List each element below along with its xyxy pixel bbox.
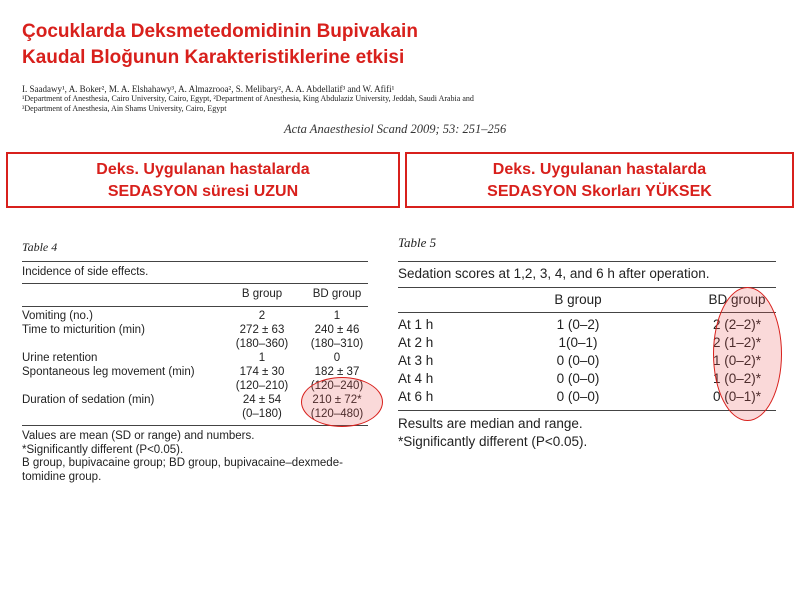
b-group-score: 1(0–1) [558, 335, 598, 350]
column-header-bd-group: BD group [708, 292, 766, 307]
table-5-footnotes [398, 415, 776, 451]
bd-group-range: (180–310) [310, 338, 364, 350]
footnote: Results are median and range. [398, 416, 583, 431]
table-row [398, 352, 776, 370]
b-group-value: 1 [258, 352, 266, 364]
callout-left-line-2: SEDASYON süresi UZUN [107, 183, 299, 200]
column-header-b-group: B group [554, 292, 602, 307]
b-group-range: (0–180) [242, 408, 282, 420]
table-row [398, 334, 776, 352]
bd-group-range: (120–480) [310, 408, 364, 420]
table-row [398, 370, 776, 388]
sedation-score-callout [405, 152, 794, 208]
footnote: Values are mean (SD or range) and numbers. [22, 430, 255, 442]
bd-group-score: 2 (2–2)* [712, 317, 762, 332]
b-group-value: 174 ± 30 [239, 366, 285, 378]
table-row [22, 407, 368, 421]
bd-group-value: 1 [333, 310, 341, 322]
row-label: Spontaneous leg movement (min) [22, 366, 195, 378]
b-group-score: 0 (0–0) [556, 371, 600, 386]
bd-group-range: (120–240) [310, 380, 364, 392]
bd-group-value: 0 [333, 352, 341, 364]
row-label: Duration of sedation (min) [22, 394, 155, 406]
table-4-caption: Incidence of side effects. [22, 266, 149, 278]
row-label: Vomiting (no.) [22, 310, 93, 322]
b-group-value: 272 ± 63 [239, 324, 285, 336]
footnote: *Significantly different (P<0.05). [398, 434, 588, 449]
callout-left-line-1: Deks. Uygulanan hastalarda [96, 161, 310, 178]
table-row [22, 365, 368, 379]
row-label: At 6 h [398, 389, 434, 404]
row-label: At 4 h [398, 371, 434, 386]
author-affiliation-1: ¹Department of Anesthesia, Cairo University, Cairo, Egypt, ²Department of Anesthesia, King Abdulaziz University, Jeddah, Saudi Arabia and [22, 94, 474, 103]
bd-group-value: 182 ± 37 [314, 366, 360, 378]
table-4-footnotes [22, 430, 368, 484]
sedation-scores-table [398, 235, 776, 451]
author-block [22, 84, 542, 114]
table-row [22, 323, 368, 337]
footnote: tomidine group. [22, 470, 102, 483]
b-group-score: 1 (0–2) [556, 317, 600, 332]
b-group-value: 2 [258, 310, 266, 322]
bd-group-score: 1 (0–2)* [712, 371, 762, 386]
bd-group-score: 2 (1–2)* [712, 335, 762, 350]
b-group-value: 24 ± 54 [242, 394, 282, 406]
table-4-header-row [22, 284, 368, 306]
side-effects-table [22, 240, 368, 484]
table-4-label: Table 4 [22, 240, 58, 254]
bd-group-score: 1 (0–2)* [712, 353, 762, 368]
table-row [22, 393, 368, 407]
row-label: At 3 h [398, 353, 434, 368]
slide-title [22, 19, 418, 71]
slide-title-line-2: Kaudal Bloğunun Karakteristiklerine etkisi [22, 47, 405, 68]
bd-group-value: 240 ± 46 [314, 324, 360, 336]
table-5-label: Table 5 [398, 235, 437, 250]
row-label: At 2 h [398, 335, 434, 350]
callout-right-line-1: Deks. Uygulanan hastalarda [492, 161, 707, 178]
bd-group-value: 210 ± 72* [312, 394, 362, 406]
footnote: *Significantly different (P<0.05). [22, 443, 184, 456]
table-5-caption: Sedation scores at 1,2, 3, 4, and 6 h after operation. [398, 266, 710, 281]
author-affiliation-2: ³Department of Anesthesia, Ain Shams University, Cairo, Egypt [22, 104, 227, 113]
table-row [22, 309, 368, 323]
table-row [22, 379, 368, 393]
table-row [398, 316, 776, 334]
table-rule-bottom [22, 425, 368, 426]
journal-citation: Acta Anaesthesiol Scand 2009; 53: 251–256 [284, 122, 507, 136]
table-rule-bottom [398, 410, 776, 411]
b-group-score: 0 (0–0) [556, 353, 600, 368]
slide-title-line-1: Çocuklarda Deksmetedomidinin Bupivakain [22, 21, 418, 42]
row-label: Urine retention [22, 352, 98, 364]
sedation-duration-callout [6, 152, 400, 208]
table-5-header-row [398, 288, 776, 312]
table-row [22, 337, 368, 351]
b-group-range: (180–360) [235, 338, 289, 350]
bd-group-score: 0 (0–1)* [712, 389, 762, 404]
table-row [398, 388, 776, 406]
b-group-range: (120–210) [235, 380, 289, 392]
row-label: At 1 h [398, 317, 434, 332]
b-group-score: 0 (0–0) [556, 389, 600, 404]
column-header-bd-group: BD group [312, 288, 362, 300]
author-names: I. Saadawy¹, A. Boker², M. A. Elshahawy³, A. Almazrooa², S. Melibary², A. A. Abdellatif³ and W. Afifi¹ [22, 84, 395, 94]
footnote: B group, bupivacaine group; BD group, bupivacaine–dexmede- [22, 457, 343, 469]
column-header-b-group: B group [241, 288, 283, 300]
table-row [22, 351, 368, 365]
row-label: Time to micturition (min) [22, 324, 145, 336]
callout-right-line-2: SEDASYON Skorları YÜKSEK [487, 183, 712, 200]
